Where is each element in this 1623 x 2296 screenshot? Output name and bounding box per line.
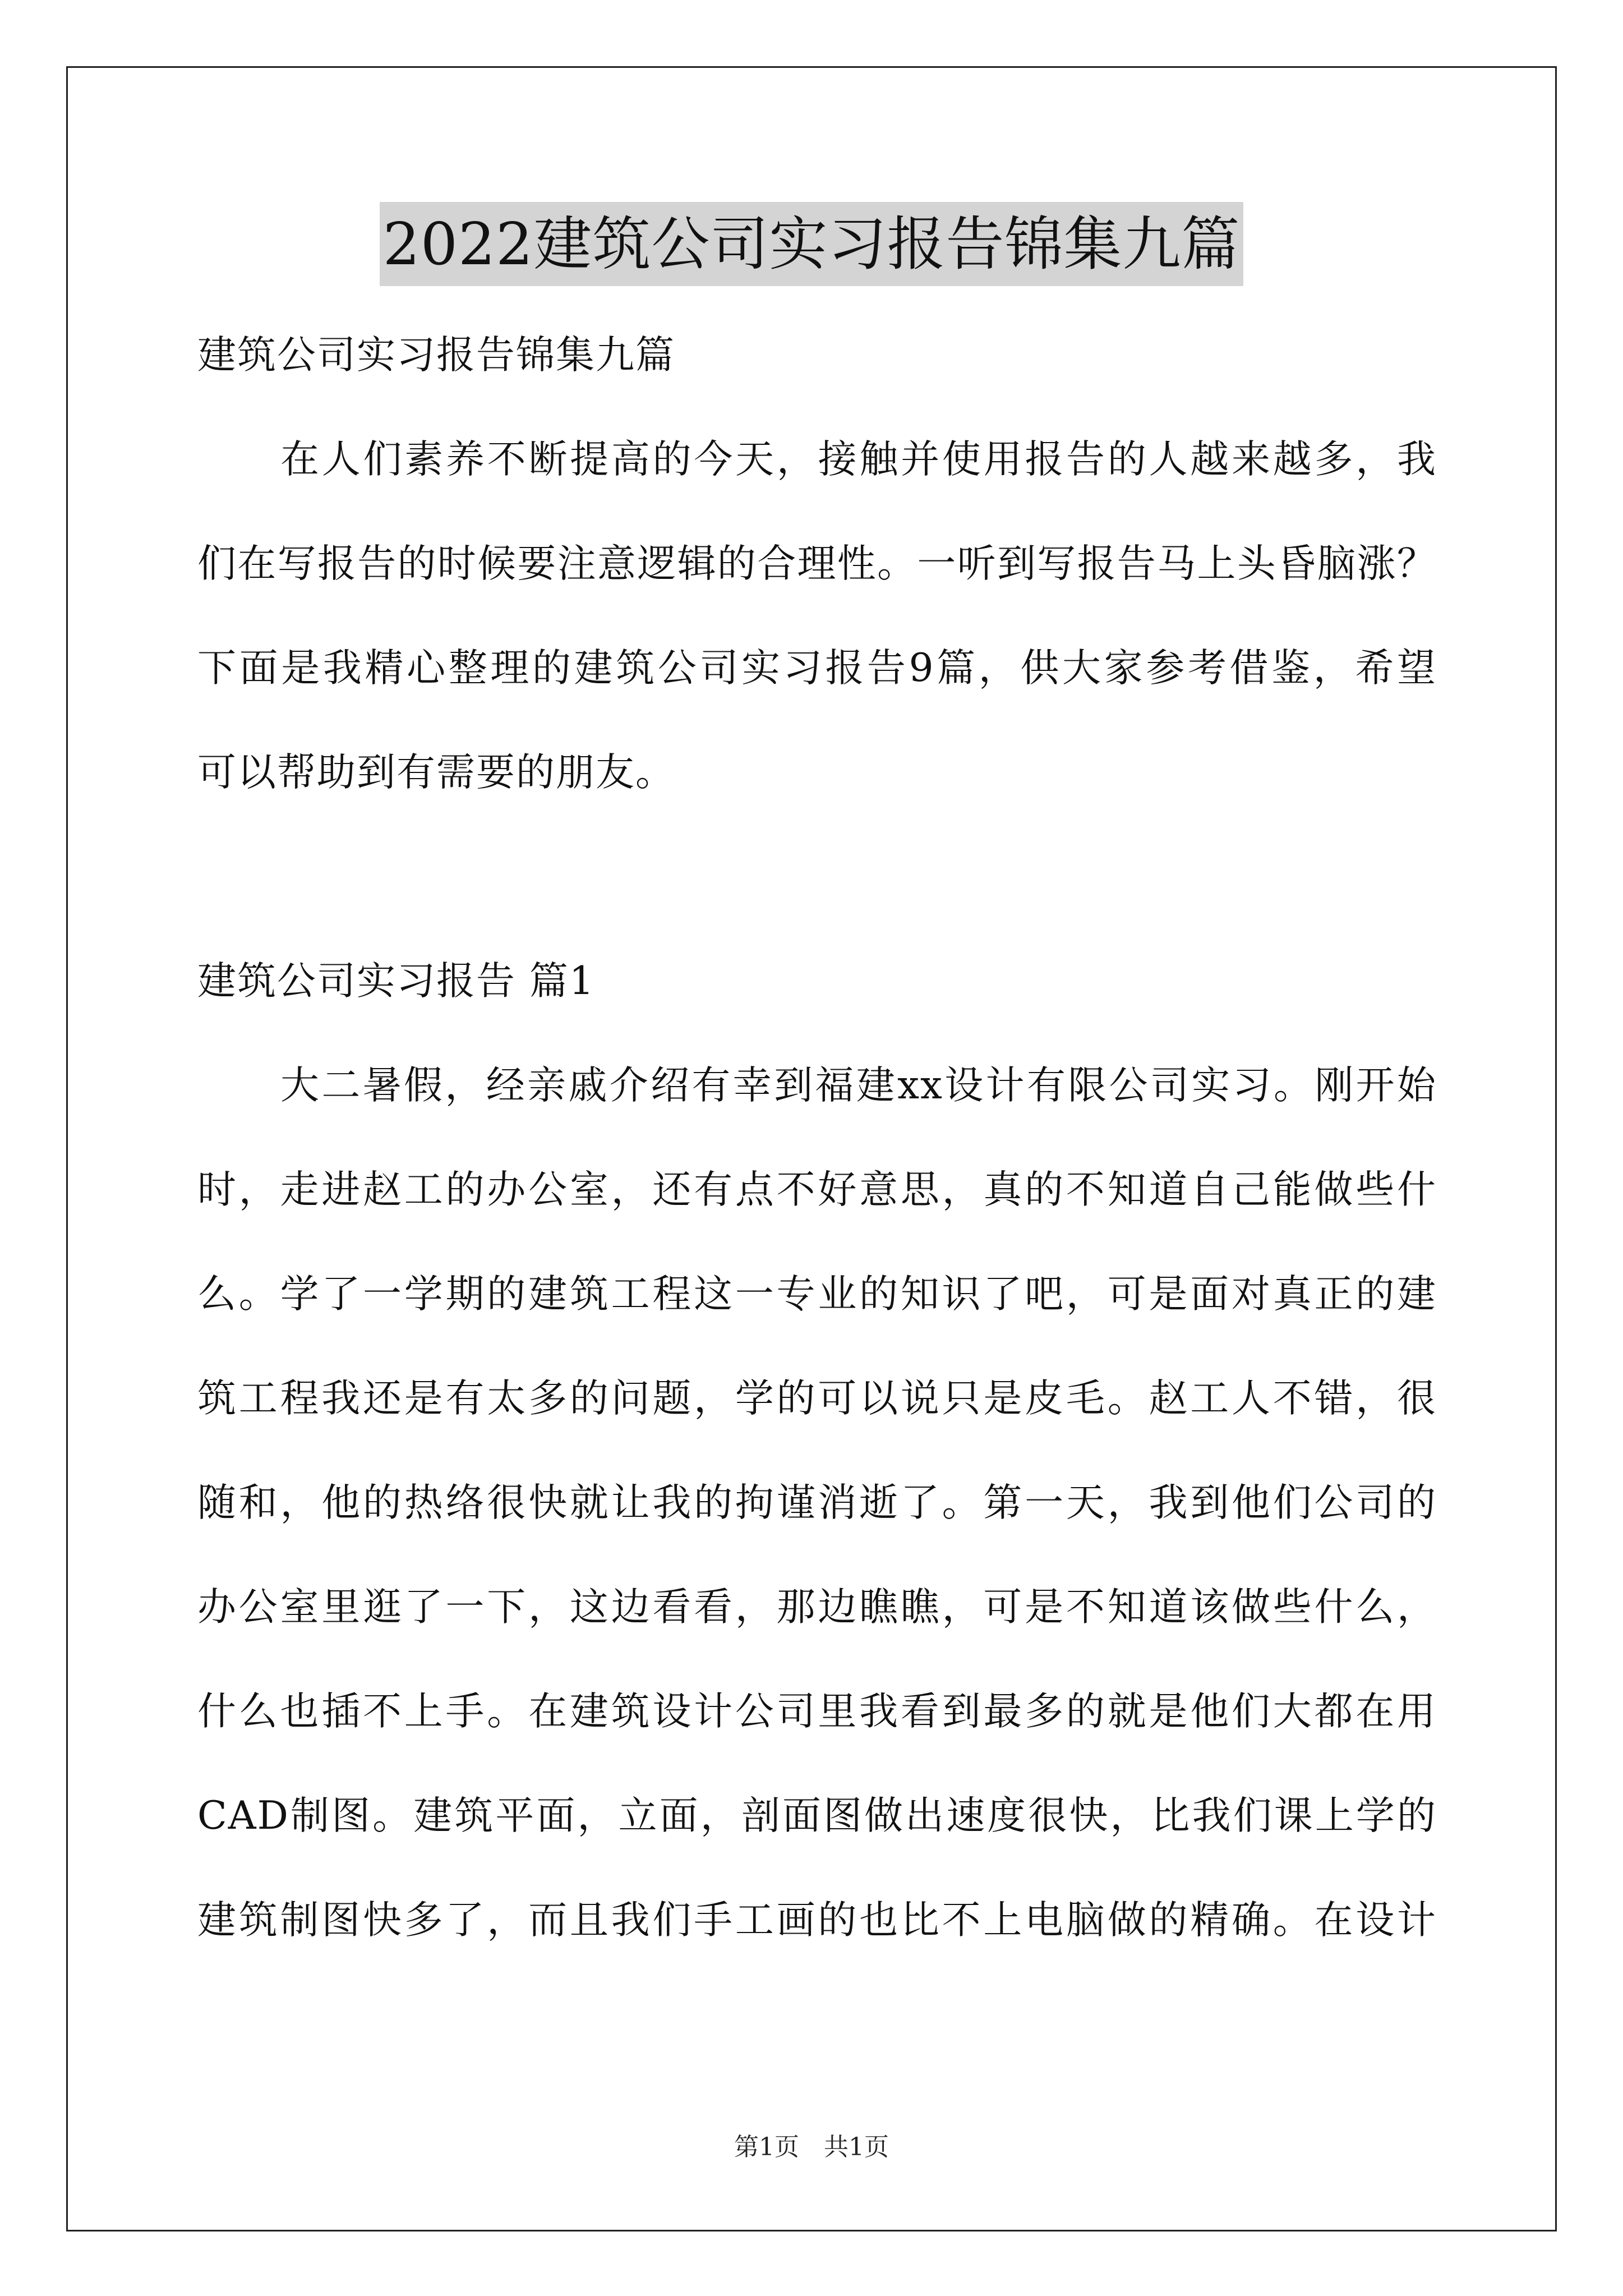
section-line: 办公室里逛了一下，这边看看，那边瞧瞧，可是不知道该做些什么， — [197, 1585, 1437, 1630]
section-line: CAD制图。建筑平面，立面，剖面图做出速度很快，比我们课上学的 — [197, 1793, 1437, 1838]
section-line: 么。学了一学期的建筑工程这一专业的知识了吧，可是面对真正的建 — [197, 1272, 1437, 1317]
document-body — [197, 303, 1437, 1972]
title-container — [0, 202, 1623, 286]
intro-line: 下面是我精心整理的建筑公司实习报告9篇，供大家参考借鉴，希望 — [197, 646, 1437, 691]
section-line: 筑工程我还是有太多的问题，学的可以说只是皮毛。赵工人不错，很 — [197, 1376, 1437, 1421]
section-line: 大二暑假，经亲戚介绍有幸到福建xx设计有限公司实习。刚开始 — [280, 1063, 1437, 1108]
section-line: 什么也插不上手。在建筑设计公司里我看到最多的就是他们大都在用 — [197, 1689, 1437, 1734]
page-number: 第1页 — [734, 2133, 799, 2161]
section-line: 建筑制图快多了，而且我们手工画的也比不上电脑做的精确。在设计 — [197, 1898, 1437, 1943]
section-line: 随和，他的热络很快就让我的拘谨消逝了。第一天，我到他们公司的 — [197, 1480, 1437, 1525]
section-line: 时，走进赵工的办公室，还有点不好意思，真的不知道自己能做些什 — [197, 1167, 1437, 1212]
document-subtitle: 建筑公司实习报告锦集九篇 — [197, 333, 675, 378]
intro-line: 们在写报告的时候要注意逻辑的合理性。一听到写报告马上头昏脑涨？ — [197, 541, 1437, 586]
page-total: 共1页 — [824, 2133, 889, 2161]
intro-line: 在人们素养不断提高的今天，接触并使用报告的人越来越多，我 — [280, 437, 1437, 482]
section-heading: 建筑公司实习报告 篇1 — [197, 959, 595, 1004]
page-footer — [0, 2131, 1623, 2164]
paragraph-gap — [197, 825, 1437, 929]
document-title: 2022建筑公司实习报告锦集九篇 — [380, 202, 1244, 286]
intro-line: 可以帮助到有需要的朋友。 — [197, 750, 675, 795]
